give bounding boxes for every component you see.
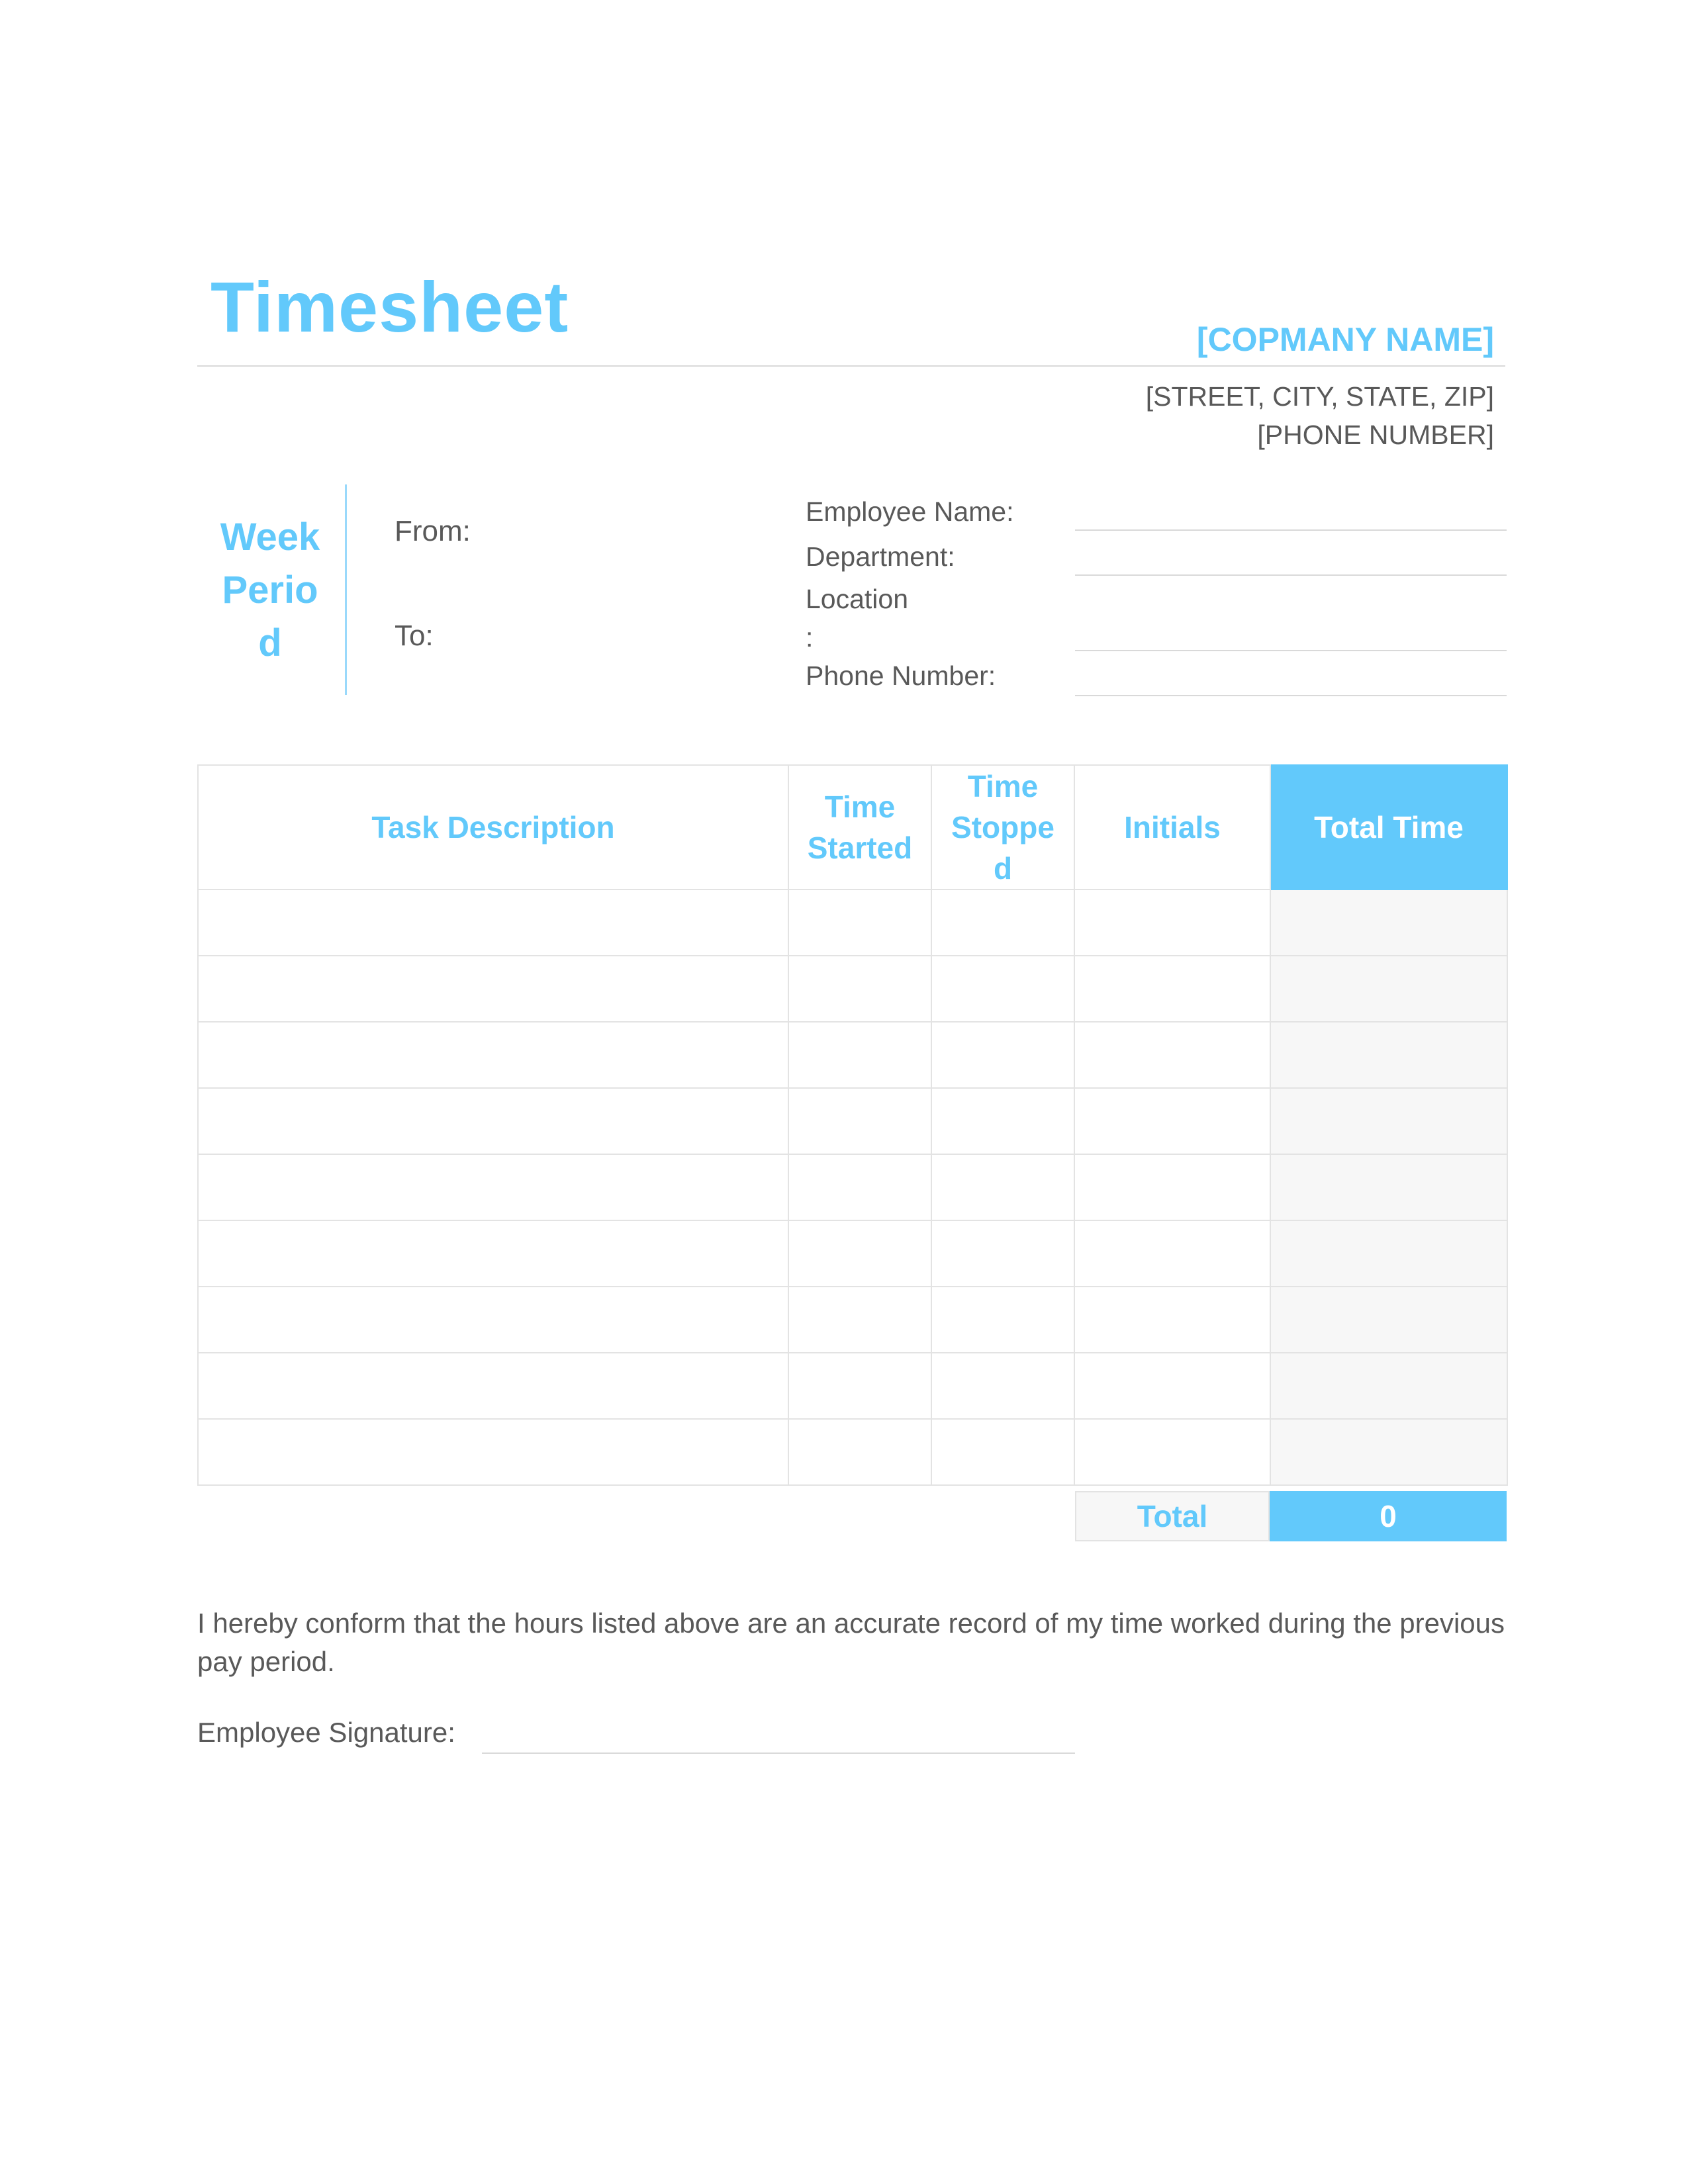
time-started-cell[interactable] — [788, 1154, 931, 1220]
page-title: Timesheet — [211, 267, 569, 347]
table-row — [198, 1022, 1507, 1088]
time-started-cell[interactable] — [788, 1287, 931, 1353]
time-stopped-cell[interactable] — [931, 956, 1074, 1022]
header-divider — [197, 365, 1505, 367]
time-started-cell[interactable] — [788, 1220, 931, 1287]
confirmation-statement: I hereby conform that the hours listed above are an accurate record of my time worked during the previous pay period. — [197, 1608, 1505, 1677]
column-header-time-stopped: Time Stoppe d — [931, 765, 1074, 889]
phone-number-label: Phone Number: — [806, 660, 996, 691]
employee-name-label: Employee Name: — [806, 496, 1014, 527]
time-stopped-cell[interactable] — [931, 1022, 1074, 1088]
initials-cell[interactable] — [1074, 956, 1270, 1022]
time-started-cell[interactable] — [788, 1353, 931, 1419]
initials-cell[interactable] — [1074, 1353, 1270, 1419]
task-cell[interactable] — [198, 1287, 788, 1353]
to-label: To: — [395, 619, 434, 652]
column-header-initials: Initials — [1074, 765, 1270, 889]
table-row — [198, 1154, 1507, 1220]
column-header-total-time: Total Time — [1270, 765, 1507, 889]
task-cell[interactable] — [198, 1022, 788, 1088]
initials-cell[interactable] — [1074, 889, 1270, 956]
time-stopped-cell[interactable] — [931, 889, 1074, 956]
table-row — [198, 1220, 1507, 1287]
total-label: Total — [1075, 1491, 1270, 1541]
week-period-block — [197, 484, 347, 695]
task-cell[interactable] — [198, 1353, 788, 1419]
time-started-cell[interactable] — [788, 1088, 931, 1154]
table-row — [198, 1088, 1507, 1154]
table-row — [198, 1353, 1507, 1419]
total-time-cell — [1270, 1419, 1507, 1485]
total-time-cell — [1270, 1154, 1507, 1220]
department-field[interactable] — [1075, 574, 1507, 576]
company-phone: [PHONE NUMBER] — [1257, 420, 1494, 450]
task-cell[interactable] — [198, 889, 788, 956]
total-time-cell — [1270, 889, 1507, 956]
time-stopped-cell[interactable] — [931, 1154, 1074, 1220]
initials-cell[interactable] — [1074, 1220, 1270, 1287]
table-row — [198, 889, 1507, 956]
employee-name-field[interactable] — [1075, 529, 1507, 531]
time-started-cell[interactable] — [788, 889, 931, 956]
location-label: Location : — [806, 584, 909, 653]
employee-signature-label: Employee Signature: — [197, 1717, 455, 1748]
time-stopped-cell[interactable] — [931, 1220, 1074, 1287]
company-contact — [1146, 377, 1494, 454]
company-name: [COPMANY NAME] — [1196, 321, 1494, 358]
initials-cell[interactable] — [1074, 1088, 1270, 1154]
column-header-task-description: Task Description — [198, 765, 788, 889]
table-row — [198, 1419, 1507, 1485]
table-row — [198, 956, 1507, 1022]
time-stopped-cell[interactable] — [931, 1419, 1074, 1485]
total-time-cell — [1270, 956, 1507, 1022]
week-period-label: Week Perio d — [220, 516, 320, 664]
total-time-cell — [1270, 1022, 1507, 1088]
time-started-cell[interactable] — [788, 956, 931, 1022]
table-header-row — [198, 765, 1507, 889]
initials-cell[interactable] — [1074, 1287, 1270, 1353]
time-stopped-cell[interactable] — [931, 1353, 1074, 1419]
table-row — [198, 1287, 1507, 1353]
employee-signature-field[interactable] — [482, 1752, 1075, 1754]
time-started-cell[interactable] — [788, 1419, 931, 1485]
initials-cell[interactable] — [1074, 1022, 1270, 1088]
task-cell[interactable] — [198, 1220, 788, 1287]
time-stopped-cell[interactable] — [931, 1088, 1074, 1154]
company-address: [STREET, CITY, STATE, ZIP] — [1145, 381, 1494, 412]
initials-cell[interactable] — [1074, 1154, 1270, 1220]
time-started-cell[interactable] — [788, 1022, 931, 1088]
task-cell[interactable] — [198, 956, 788, 1022]
initials-cell[interactable] — [1074, 1419, 1270, 1485]
from-label: From: — [395, 515, 471, 547]
total-time-cell — [1270, 1088, 1507, 1154]
task-cell[interactable] — [198, 1419, 788, 1485]
timesheet-table — [197, 764, 1508, 1486]
total-value: 0 — [1270, 1491, 1507, 1541]
column-header-time-started: Time Started — [788, 765, 931, 889]
task-cell[interactable] — [198, 1154, 788, 1220]
total-time-cell — [1270, 1287, 1507, 1353]
phone-number-field[interactable] — [1075, 695, 1507, 696]
location-field[interactable] — [1075, 650, 1507, 651]
department-label: Department: — [806, 541, 955, 572]
time-stopped-cell[interactable] — [931, 1287, 1074, 1353]
total-time-cell — [1270, 1220, 1507, 1287]
total-time-cell — [1270, 1353, 1507, 1419]
task-cell[interactable] — [198, 1088, 788, 1154]
